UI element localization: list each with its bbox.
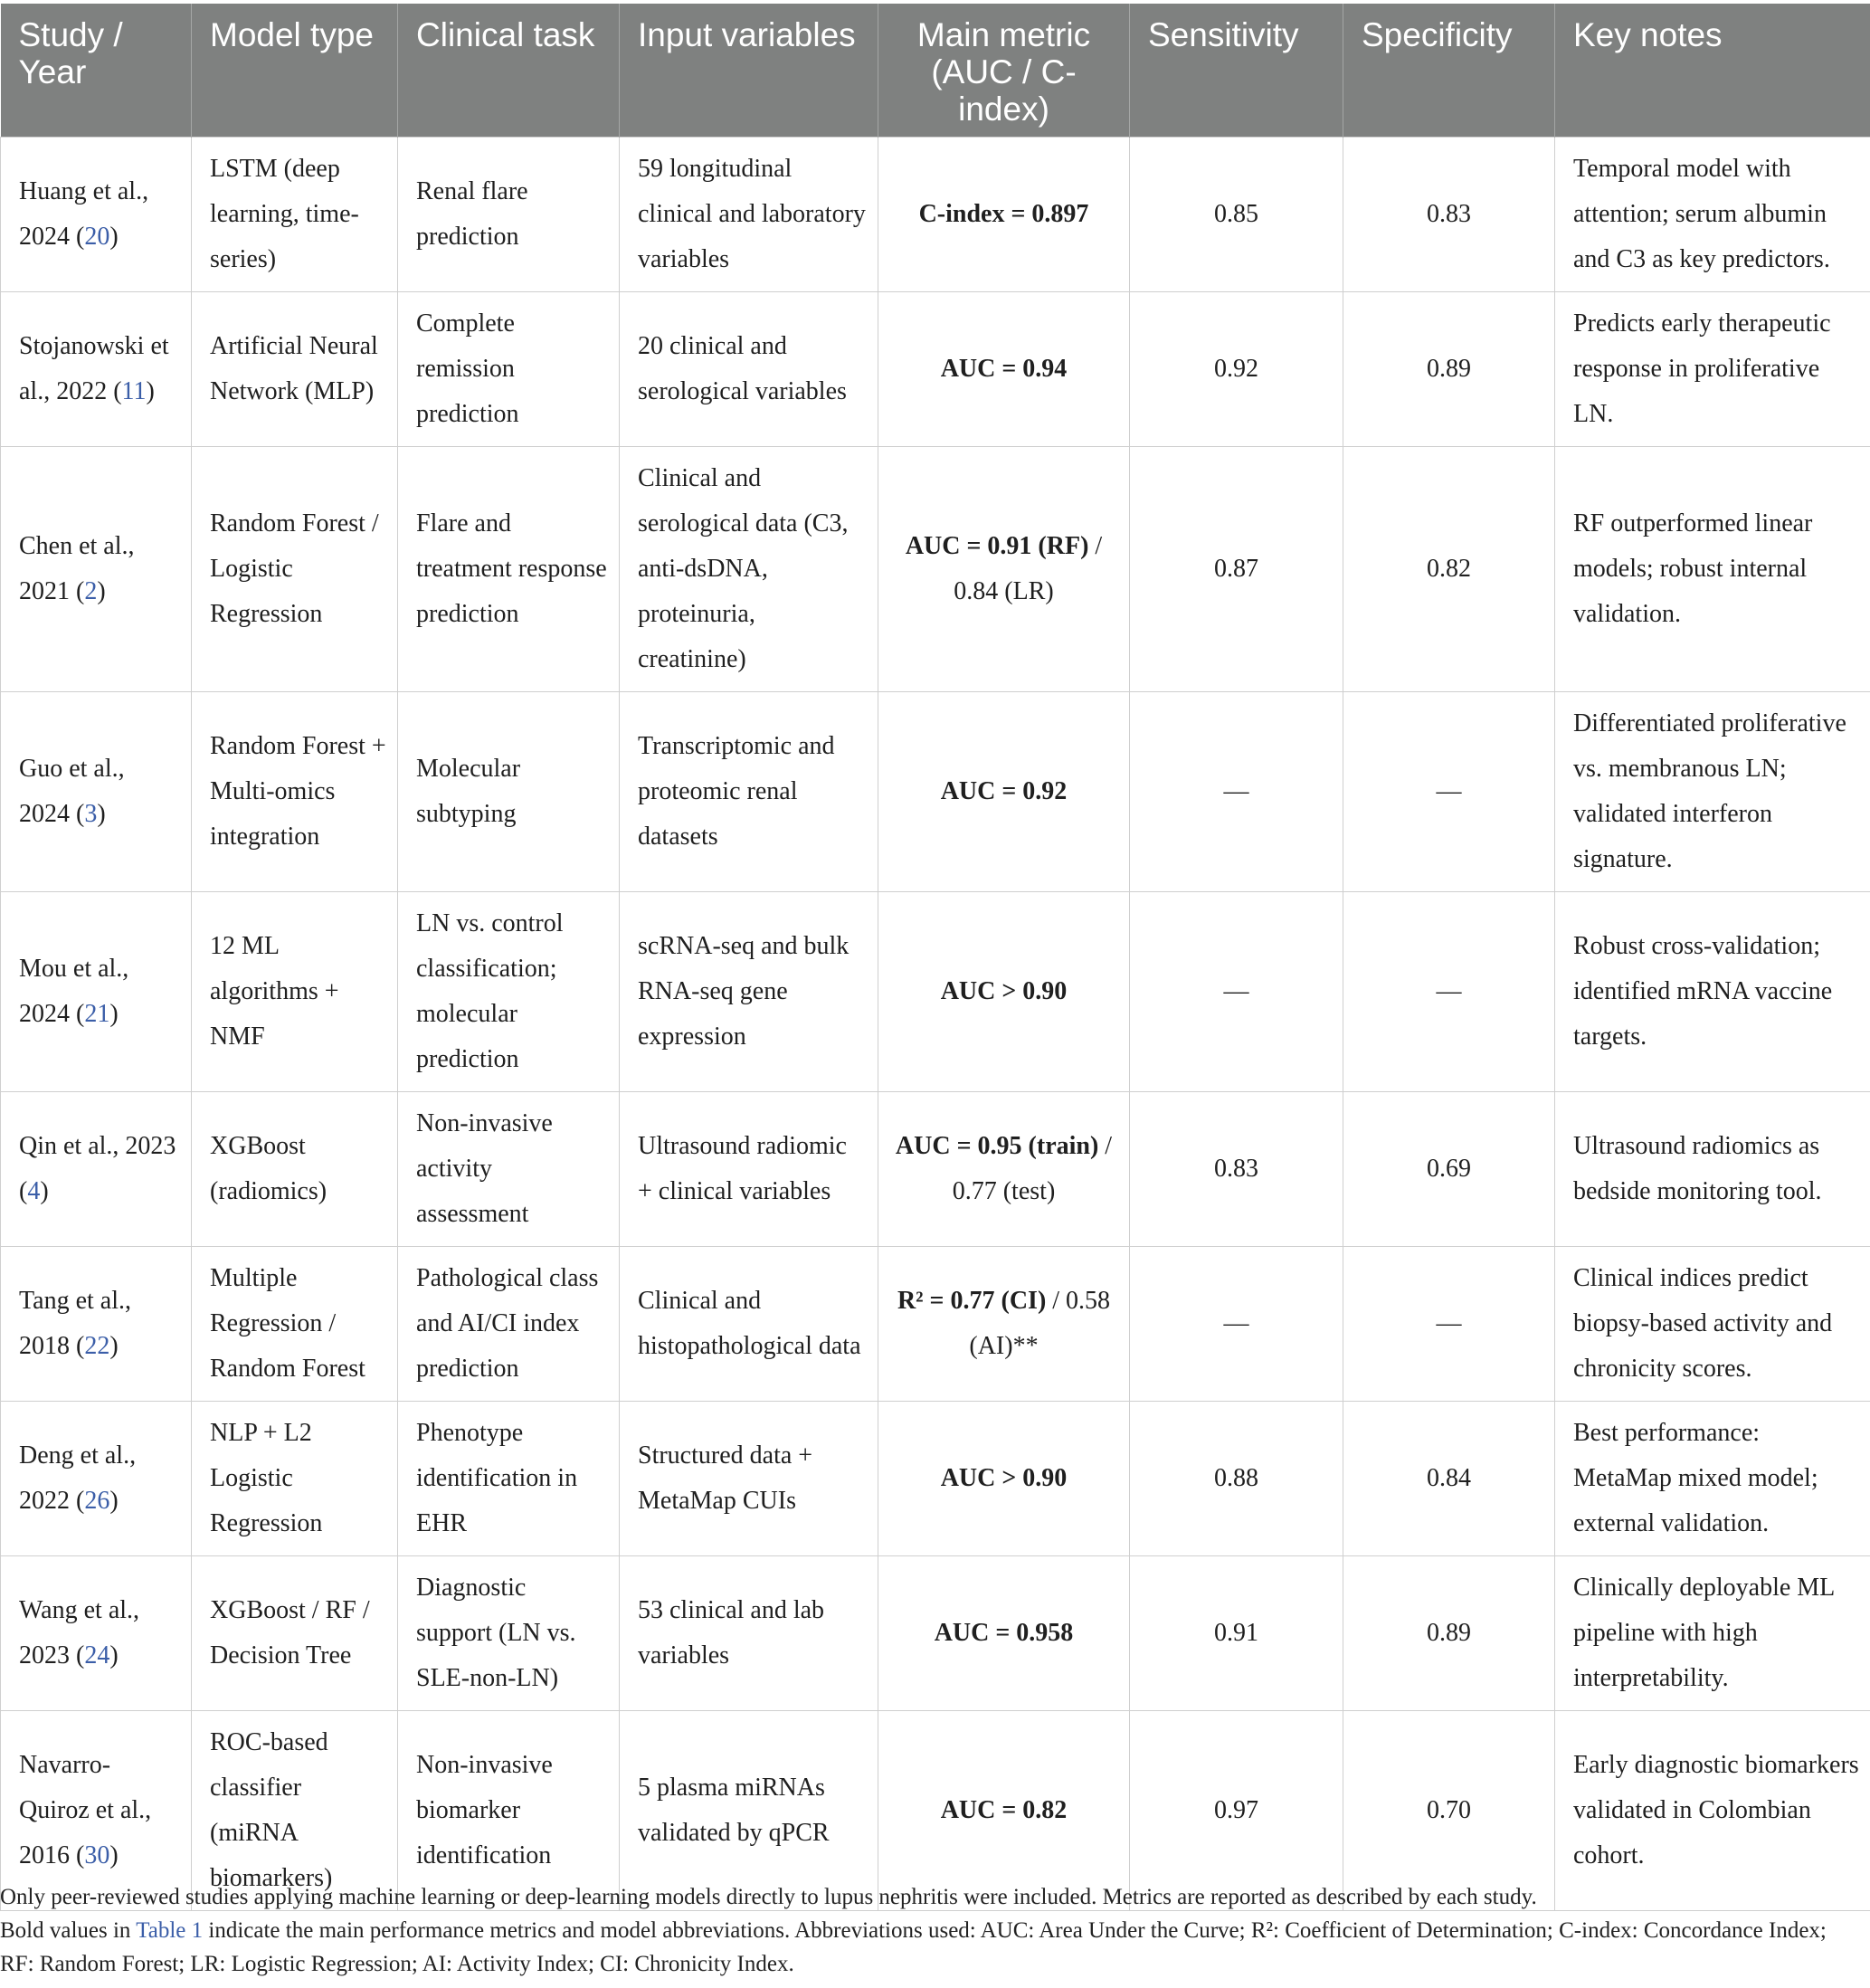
study-citation: Tang et al., 2018 (	[19, 1287, 131, 1360]
reference-link[interactable]: 24	[84, 1641, 110, 1669]
cell-specificity: 0.82	[1343, 447, 1555, 692]
study-citation: Guo et al., 2024 (	[19, 755, 125, 828]
cell-clinical-task: Pathological class and AI/CI index prediction	[398, 1247, 620, 1402]
metric-bold-value: R² = 0.77 (CI)	[897, 1287, 1047, 1315]
cell-key-notes: RF outperformed linear models; robust internal validation.	[1555, 447, 1870, 692]
cell-specificity: 0.83	[1343, 138, 1555, 292]
cell-model-type: Multiple Regression / Random Forest	[192, 1247, 398, 1402]
cell-model-type: Random Forest / Logistic Regression	[192, 447, 398, 692]
metric-bold-value: AUC = 0.94	[940, 355, 1068, 383]
cell-study	[1, 292, 192, 447]
study-citation-end: )	[109, 223, 119, 251]
cell-study	[1, 447, 192, 692]
studies-table	[0, 4, 1870, 1911]
cell-input-variables: 5 plasma miRNAs validated by qPCR	[620, 1711, 878, 1911]
reference-link[interactable]: 3	[84, 800, 98, 828]
cell-specificity: 0.69	[1343, 1092, 1555, 1247]
footnote-text-pre: Bold values in	[0, 1918, 137, 1943]
cell-input-variables: 59 longitudinal clinical and laboratory variables	[620, 138, 878, 292]
study-citation: Mou et al., 2024 (	[19, 955, 129, 1028]
cell-clinical-task: Flare and treatment response prediction	[398, 447, 620, 692]
metric-bold-value: AUC = 0.958	[934, 1619, 1074, 1647]
cell-specificity: 0.84	[1343, 1402, 1555, 1556]
cell-main-metric	[878, 292, 1130, 447]
cell-sensitivity: 0.85	[1130, 138, 1343, 292]
cell-specificity: —	[1343, 692, 1555, 892]
reference-link[interactable]: 20	[84, 223, 110, 251]
cell-input-variables: Clinical and histopathological data	[620, 1247, 878, 1402]
studies-table-container	[0, 4, 1870, 1911]
cell-study	[1, 1092, 192, 1247]
reference-link[interactable]: 2	[84, 577, 98, 605]
cell-clinical-task: Renal flare prediction	[398, 138, 620, 292]
header-model-type: Model type	[192, 4, 398, 138]
study-citation: Navarro-Quiroz et al., 2016 (	[19, 1751, 152, 1869]
cell-clinical-task: Molecular subtyping	[398, 692, 620, 892]
metric-bold-value: AUC = 0.82	[940, 1796, 1068, 1824]
cell-clinical-task: Non-invasive activity assessment	[398, 1092, 620, 1247]
cell-model-type: NLP + L2 Logistic Regression	[192, 1402, 398, 1556]
cell-main-metric	[878, 1402, 1130, 1556]
study-citation-end: )	[109, 1641, 119, 1669]
cell-main-metric	[878, 1247, 1130, 1402]
cell-clinical-task: Diagnostic support (LN vs. SLE-non-LN)	[398, 1556, 620, 1711]
reference-link[interactable]: 11	[121, 377, 147, 405]
study-citation-end: )	[109, 1000, 119, 1028]
reference-link[interactable]: 30	[84, 1841, 110, 1869]
reference-link[interactable]: 22	[84, 1332, 110, 1360]
cell-main-metric	[878, 1092, 1130, 1247]
cell-sensitivity: —	[1130, 1247, 1343, 1402]
header-main-metric: Main metric (AUC / C-index)	[878, 4, 1130, 138]
study-citation: Stojanowski et al., 2022 (	[19, 332, 169, 405]
cell-key-notes: Clinically deployable ML pipeline with high interpretability.	[1555, 1556, 1870, 1711]
footnote-text-post: indicate the main performance metrics and model abbreviations. Abbreviations used: AUC: Area Under the Curve; R²: Coefficient of Determination; C-index: Concordance Index; RF: Random Forest; LR: Logistic Regression; AI: Activity Index; CI: Chronicity Index.	[0, 1918, 1827, 1976]
cell-input-variables: 53 clinical and lab variables	[620, 1556, 878, 1711]
table-row	[1, 292, 1870, 447]
cell-key-notes: Temporal model with attention; serum albumin and C3 as key predictors.	[1555, 138, 1870, 292]
reference-link[interactable]: 4	[27, 1177, 41, 1205]
study-citation: Chen et al., 2021 (	[19, 532, 135, 605]
table-row	[1, 138, 1870, 292]
study-citation: Wang et al., 2023 (	[19, 1596, 140, 1669]
cell-main-metric	[878, 447, 1130, 692]
cell-sensitivity: —	[1130, 892, 1343, 1092]
cell-specificity: 0.89	[1343, 1556, 1555, 1711]
study-citation-end: )	[97, 577, 106, 605]
metric-bold-value: AUC = 0.91 (RF)	[905, 532, 1089, 560]
cell-sensitivity: 0.91	[1130, 1556, 1343, 1711]
cell-main-metric	[878, 1556, 1130, 1711]
cell-study	[1, 1247, 192, 1402]
table-header	[1, 4, 1870, 138]
cell-model-type: ROC-based classifier (miRNA biomarkers)	[192, 1711, 398, 1911]
cell-specificity: —	[1343, 1247, 1555, 1402]
study-citation-end: )	[40, 1177, 49, 1205]
cell-specificity: 0.70	[1343, 1711, 1555, 1911]
header-row	[1, 4, 1870, 138]
study-citation-end: )	[109, 1332, 119, 1360]
table-row	[1, 892, 1870, 1092]
cell-model-type: LSTM (deep learning, time-series)	[192, 138, 398, 292]
metric-bold-value: AUC > 0.90	[940, 1464, 1068, 1492]
study-citation: Qin et al., 2023 (	[19, 1132, 176, 1205]
cell-clinical-task: Non-invasive biomarker identification	[398, 1711, 620, 1911]
table-row	[1, 692, 1870, 892]
footnote-inclusion: Only peer-reviewed studies applying machine learning or deep-learning models directly to lupus nephritis were included. Metrics are reported as described by each study.	[0, 1885, 1537, 1909]
metric-extra-value: / 0.58 (AI)**	[969, 1287, 1111, 1360]
cell-model-type: XGBoost (radiomics)	[192, 1092, 398, 1247]
cell-sensitivity: 0.88	[1130, 1402, 1343, 1556]
study-citation-end: )	[97, 800, 106, 828]
cell-model-type: Random Forest + Multi-omics integration	[192, 692, 398, 892]
reference-link[interactable]: 26	[84, 1487, 110, 1515]
cell-study	[1, 892, 192, 1092]
table-footnotes	[0, 1880, 1864, 1981]
cell-key-notes: Best performance: MetaMap mixed model; external validation.	[1555, 1402, 1870, 1556]
metric-extra-value: / 0.77 (test)	[952, 1132, 1113, 1205]
header-sensitivity: Sensitivity	[1130, 4, 1343, 138]
cell-specificity: —	[1343, 892, 1555, 1092]
table-row	[1, 1092, 1870, 1247]
cell-input-variables: Structured data + MetaMap CUIs	[620, 1402, 878, 1556]
metric-bold-value: C-index = 0.897	[918, 200, 1089, 228]
cell-key-notes: Robust cross-validation; identified mRNA vaccine targets.	[1555, 892, 1870, 1092]
cell-key-notes: Differentiated proliferative vs. membranous LN; validated interferon signature.	[1555, 692, 1870, 892]
cell-key-notes: Predicts early therapeutic response in proliferative LN.	[1555, 292, 1870, 447]
study-citation: Deng et al., 2022 (	[19, 1441, 137, 1515]
cell-sensitivity: 0.83	[1130, 1092, 1343, 1247]
reference-link[interactable]: 21	[84, 1000, 110, 1028]
cell-input-variables: scRNA-seq and bulk RNA-seq gene expression	[620, 892, 878, 1092]
table-1-link[interactable]: Table 1	[136, 1918, 204, 1943]
table-body	[1, 138, 1870, 1911]
study-citation-end: )	[109, 1487, 119, 1515]
table-row	[1, 1402, 1870, 1556]
cell-key-notes: Clinical indices predict biopsy-based activity and chronicity scores.	[1555, 1247, 1870, 1402]
cell-study	[1, 1556, 192, 1711]
header-key-notes: Key notes	[1555, 4, 1870, 138]
footnote-abbreviations	[0, 1914, 1864, 1981]
table-row	[1, 1556, 1870, 1711]
cell-specificity: 0.89	[1343, 292, 1555, 447]
cell-sensitivity: 0.92	[1130, 292, 1343, 447]
cell-study	[1, 1402, 192, 1556]
cell-clinical-task: LN vs. control classification; molecular prediction	[398, 892, 620, 1092]
cell-input-variables: Ultrasound radiomic + clinical variables	[620, 1092, 878, 1247]
cell-sensitivity: —	[1130, 692, 1343, 892]
cell-model-type: XGBoost / RF / Decision Tree	[192, 1556, 398, 1711]
cell-input-variables: Transcriptomic and proteomic renal datasets	[620, 692, 878, 892]
table-row	[1, 447, 1870, 692]
cell-main-metric	[878, 892, 1130, 1092]
header-specificity: Specificity	[1343, 4, 1555, 138]
study-citation: Huang et al., 2024 (	[19, 177, 149, 251]
header-clinical-task: Clinical task	[398, 4, 620, 138]
cell-sensitivity: 0.87	[1130, 447, 1343, 692]
cell-model-type: Artificial Neural Network (MLP)	[192, 292, 398, 447]
header-study-year: Study / Year	[1, 4, 192, 138]
cell-input-variables: 20 clinical and serological variables	[620, 292, 878, 447]
cell-key-notes: Ultrasound radiomics as bedside monitoring tool.	[1555, 1092, 1870, 1247]
study-citation-end: )	[109, 1841, 119, 1869]
cell-clinical-task: Complete remission prediction	[398, 292, 620, 447]
cell-key-notes: Early diagnostic biomarkers validated in Colombian cohort.	[1555, 1711, 1870, 1911]
cell-study	[1, 138, 192, 292]
table-row	[1, 1247, 1870, 1402]
metric-extra-value: / 0.84 (LR)	[954, 532, 1103, 605]
metric-bold-value: AUC > 0.90	[940, 977, 1068, 1005]
cell-main-metric	[878, 138, 1130, 292]
cell-clinical-task: Phenotype identification in EHR	[398, 1402, 620, 1556]
cell-study	[1, 692, 192, 892]
cell-model-type: 12 ML algorithms + NMF	[192, 892, 398, 1092]
cell-main-metric	[878, 692, 1130, 892]
header-input-variables: Input variables	[620, 4, 878, 138]
cell-input-variables: Clinical and serological data (C3, anti-dsDNA, proteinuria, creatinine)	[620, 447, 878, 692]
metric-bold-value: AUC = 0.95 (train)	[895, 1132, 1099, 1160]
cell-sensitivity: 0.97	[1130, 1711, 1343, 1911]
metric-bold-value: AUC = 0.92	[940, 777, 1068, 805]
study-citation-end: )	[146, 377, 155, 405]
